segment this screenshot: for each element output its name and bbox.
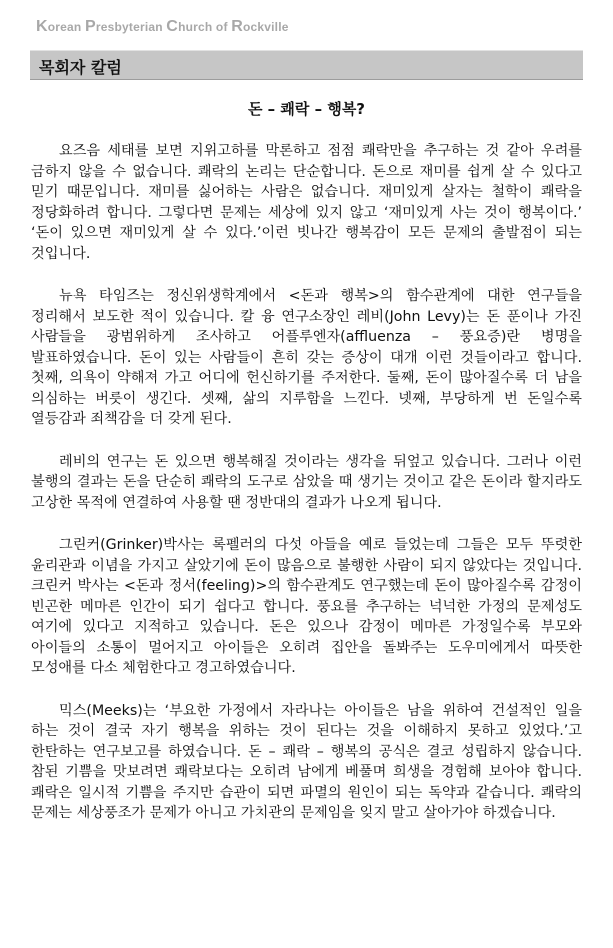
masthead-word-4: Rockville [231, 18, 289, 35]
paragraph: 레비의 연구는 돈 있으면 행복해질 것이라는 생각을 뒤엎고 있습니다. 그러나 이런 불행의 결과는 돈을 단순히 쾌락의 도구로 삼았을 때 생기는 것이고 같은 돈이라 할지라도 고상한 목적에 연결하여 사용할 땐 정반대의 결과가 나오게 됩니다. [31, 453, 582, 511]
paragraph: 그린커(Grinker)박사는 록펠러의 다섯 아들을 예로 들었는데 그들은 모두 뚜렷한 윤리관과 이념을 가지고 살았기에 돈이 많음으로 불행한 사람이 되지 않았다는 것입니다. 크린커 박사는 <돈과 정서(feeling)>의 함수관계도 연구했는데 돈이 많아질수록 감정이 빈곤한 메마른 인간이 되기 쉽다고 합니다. 풍요를 추구하는 넉넉한 가정의 문제성도 여기에 있다고 지적하고 있습니다. 돈은 있으나 감정이 메마른 가정일수록 부모와 아이들의 소통이 멀어지고 아이들은 오히려 집안을 돌봐주는 도우미에게서 따뜻한 모성애를 다소 체험한다고 경고하였습니다. [31, 537, 582, 676]
paragraph: 믹스(Meeks)는 ‘부요한 가정에서 자라나는 아이들은 남을 위하여 건설적인 일을 하는 것이 결국 자기 행복을 위하는 것이 된다는 것을 이해하지 못하고 있었다.’고 한탄하는 연구보고를 하였습니다. 돈 – 쾌락 – 행복의 공식은 결코 성립하지 않습니다. 참된 기쁨을 맛보려면 쾌락보다는 오히려 남에게 베풀며 희생을 경험해 보아야 합니다. 쾌락은 일시적 기쁨을 주지만 습관이 되면 파멸의 원인이 되는 독약과 같습니다. 쾌락의 문제는 세상풍조가 문제가 아니고 가치관의 문제임을 잊지 말고 살아가야 하겠습니다. [31, 702, 582, 821]
article-body [31, 141, 582, 846]
masthead-word-3: Church of [166, 18, 232, 35]
church-masthead [36, 18, 289, 36]
section-title: 목회자 칼럼 [39, 58, 122, 77]
masthead-word-2: Presbyterian [84, 18, 167, 35]
masthead-word-1: Korean [36, 18, 85, 35]
section-header-bar [30, 50, 583, 80]
paragraph: 요즈음 세태를 보면 지위고하를 막론하고 점점 쾌락만을 추구하는 것 같아 우려를 금하지 않을 수 없습니다. 쾌락의 논리는 단순합니다. 돈으로 재미를 쉽게 살 수 있다고 믿기 때문입니다. 재미를 싫어하는 사람은 없습니다. 재미있게 살자는 철학이 쾌락을 정당화하려 합니다. 그렇다면 문제는 세상에 있지 않고 ‘재미있게 사는 것이 행복이다.’ ‘돈이 있으면 재미있게 살 수 있다.’이런 빗나간 행복감이 모든 문제의 출발점이 되는 것입니다. [31, 143, 582, 262]
paragraph: 뉴욕 타임즈는 정신위생학계에서 <돈과 행복>의 함수관계에 대한 연구들을 정리해서 보도한 적이 있습니다. 칼 융 연구소장인 레비(John Levy)는 돈 푼이나 가진 사람들을 광범위하게 조사하고 어플루엔자(affluenza – 풍요증)란 병명을 발표하였습니다. 돈이 있는 사람들이 흔히 갖는 증상이 대개 이런 것들이라고 합니다. 첫째, 의욕이 약해져 가고 어디에 헌신하기를 주저한다. 둘째, 돈이 많아질수록 더 남을 의심하는 버릇이 생긴다. 셋째, 삶의 지루함을 느낀다. 넷째, 부당하게 번 돈일수록 열등감과 죄책감을 더 갖게 된다. [31, 288, 582, 427]
article-title: 돈 – 쾌락 – 행복? [247, 100, 366, 118]
